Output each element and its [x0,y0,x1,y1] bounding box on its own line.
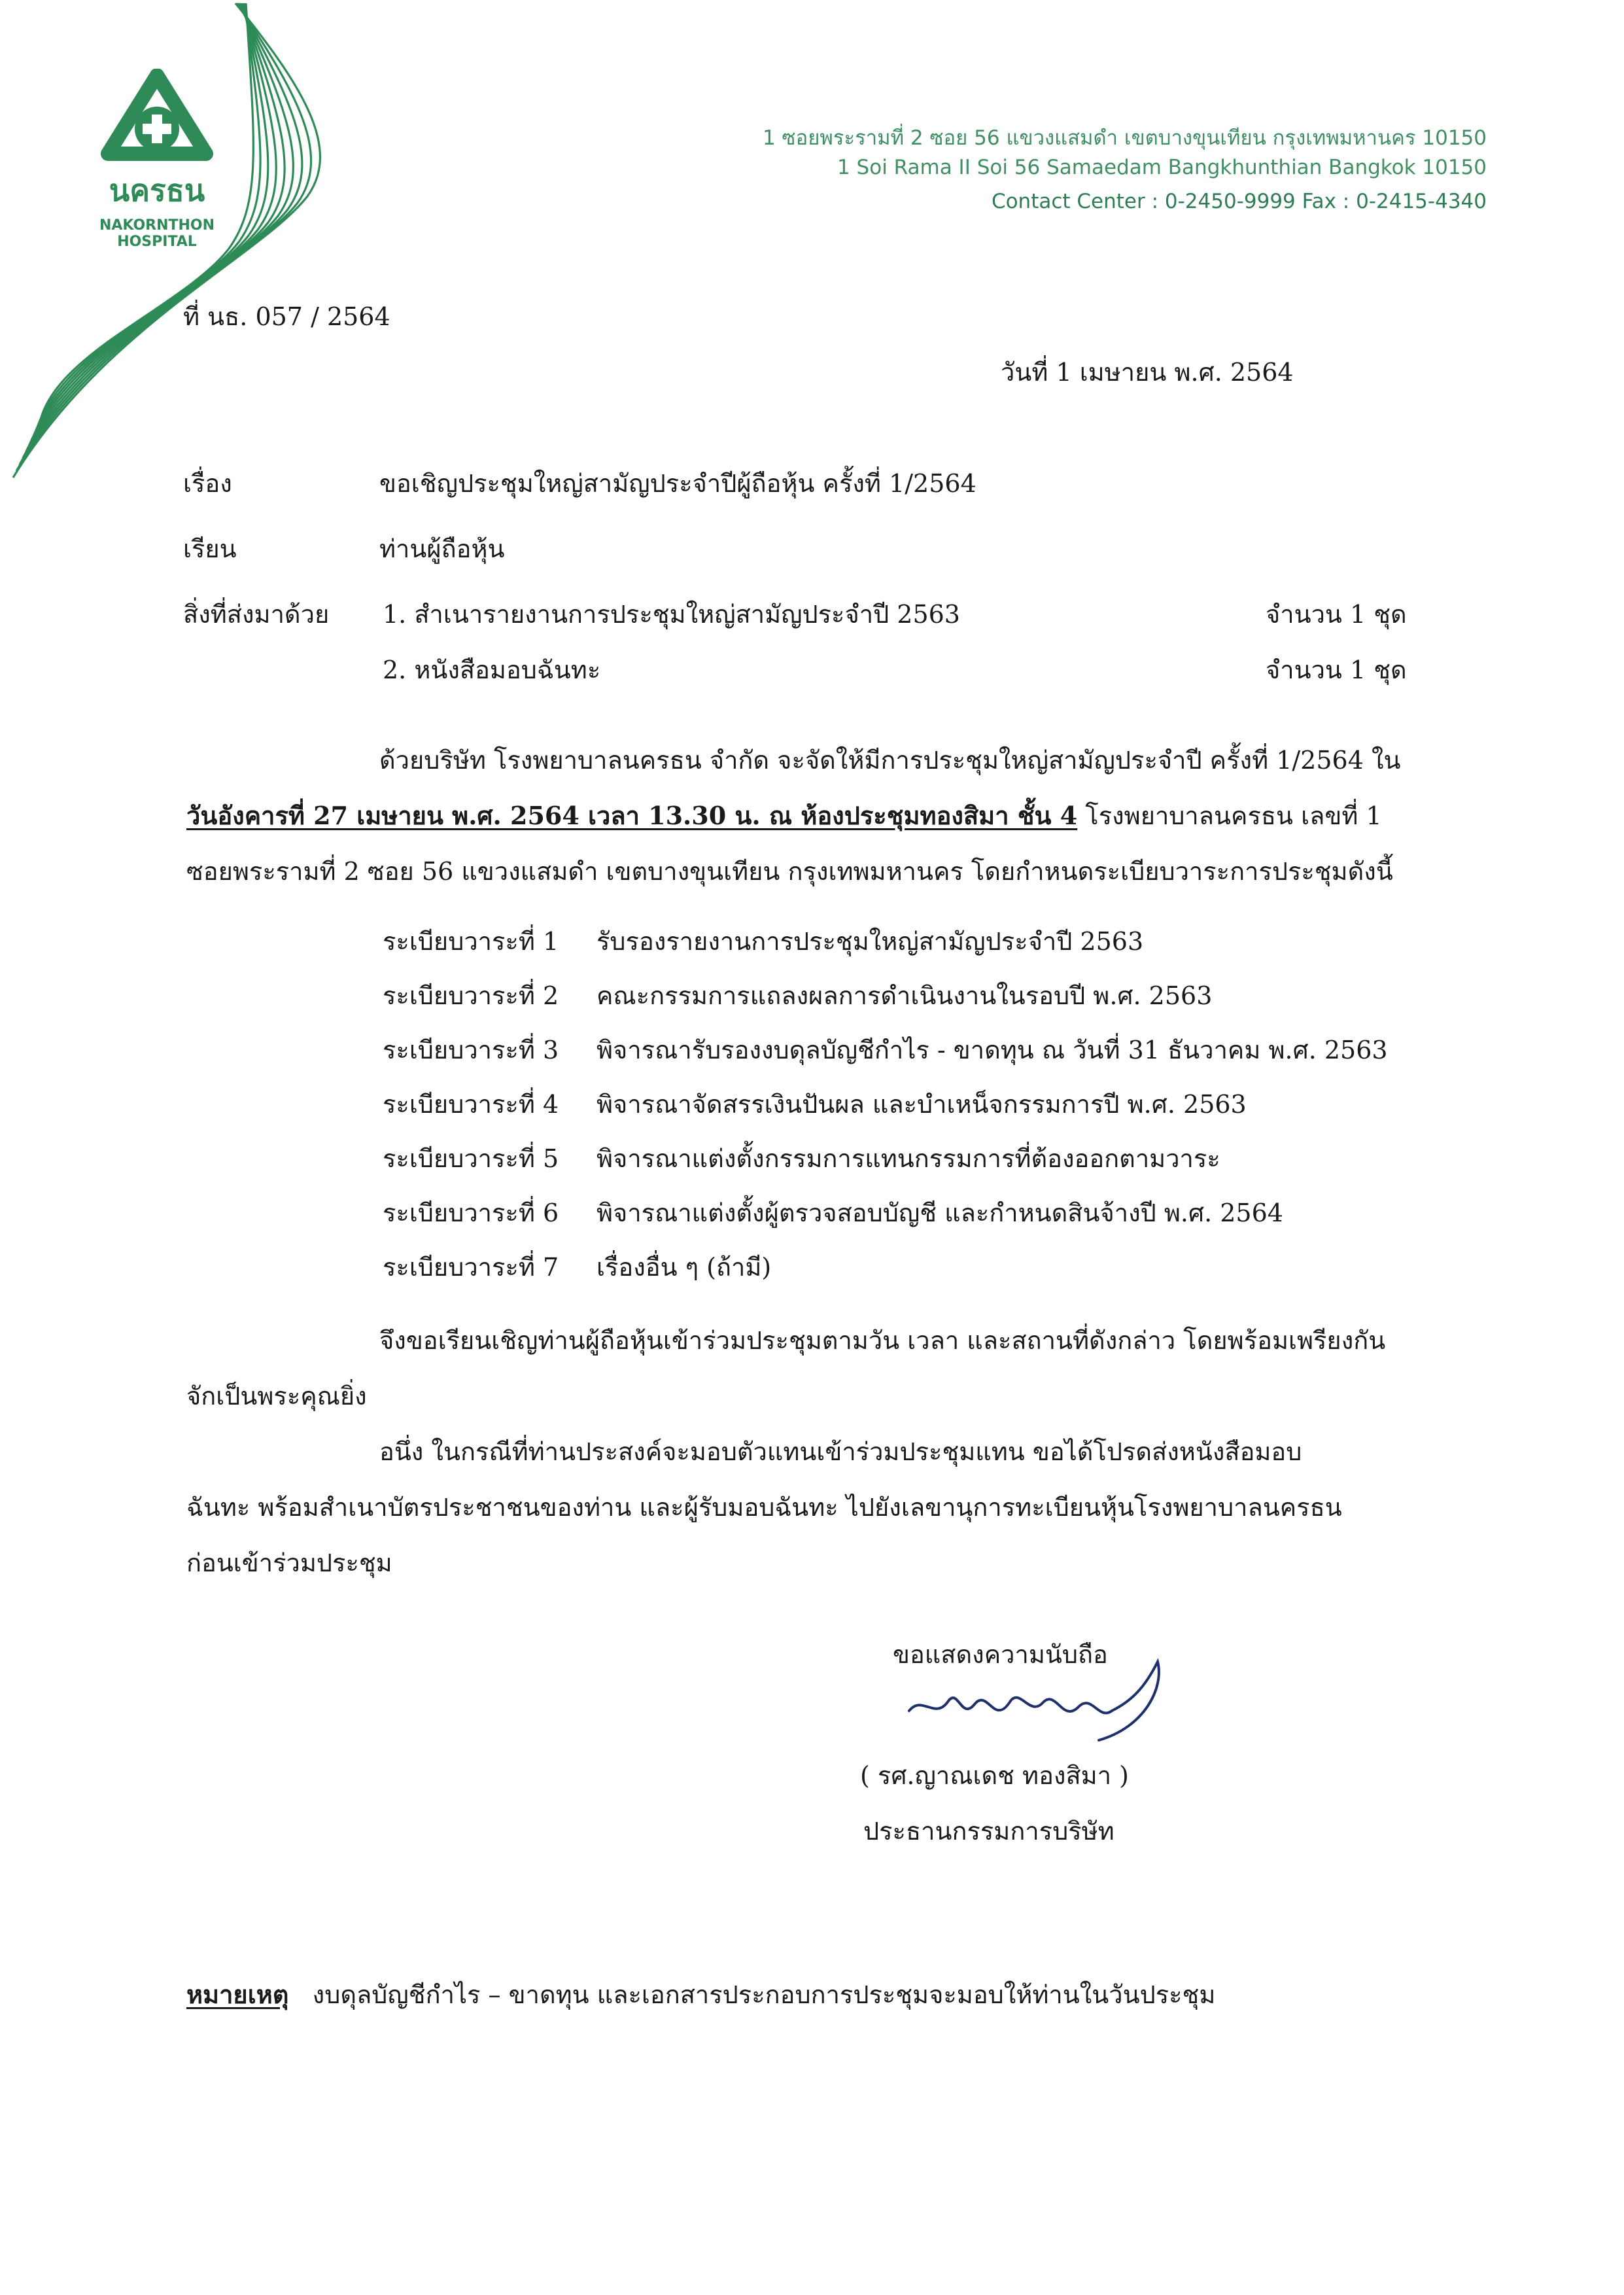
logo-text: นครธน [109,173,205,208]
agenda-label-2: ระเบียบวาระที่ 2 [383,981,559,1010]
hospital-cross-logo-icon [98,69,216,167]
to-label: เรียน [183,534,237,563]
logo-sub1: NAKORNTHON [99,217,215,234]
note-text: งบดุลบัญชีกำไร – ขาดทุน และเอกสารประกอบการประชุมจะมอบให้ท่านในวันประชุม [312,1980,1216,2009]
to-text: ท่านผู้ถือหุ้น [379,534,505,563]
note [186,1982,1215,2007]
invite-line-2: จักเป็นพระคุณยิ่ง [186,1382,367,1410]
signature [896,1649,1171,1753]
hospital-logo [92,69,222,250]
agenda-label-6: ระเบียบวาระที่ 6 [383,1199,559,1227]
agenda-text-2: คณะกรรมการแถลงผลการดำเนินงานในรอบปี พ.ศ. 2563 [596,981,1213,1010]
enclosure-item-2: 2. หนังสือมอบฉันทะ [383,656,601,684]
intro-line-2-rest: โรงพยาบาลนครธน เลขที่ 1 [1077,801,1382,830]
enclosure-qty-1: จำนวน 1 ชุด [1266,600,1407,629]
agenda-text-6: พิจารณาแต่งตั้งผู้ตรวจสอบบัญชี และกำหนดสินจ้างปี พ.ศ. 2564 [596,1199,1283,1227]
closing: ขอแสดงความนับถือ [893,1640,1108,1669]
intro-line-3: ซอยพระรามที่ 2 ซอย 56 แขวงแสมดำ เขตบางขุนเทียน กรุงเทพมหานคร โดยกำหนดระเบียบวาระการประชุมดังนี้ [186,857,1393,886]
agenda-label-7: ระเบียบวาระที่ 7 [383,1253,559,1282]
intro-line-2 [186,803,1382,828]
agenda-text-7: เรื่องอื่น ๆ (ถ้ามี) [596,1253,772,1282]
agenda-text-5: พิจารณาแต่งตั้งกรรมการแทนกรรมการที่ต้องออกตามวาระ [596,1144,1220,1173]
contact-line: Contact Center : 0-2450-9999 Fax : 0-2415-4340 [991,190,1487,213]
enclosure-item-1: 1. สำเนารายงานการประชุมใหญ่สามัญประจำปี 2563 [383,600,960,629]
subject-label: เรื่อง [183,469,232,498]
signer-title: ประธานกรรมการบริษัท [863,1817,1114,1846]
invite-line-1: จึงขอเรียนเชิญท่านผู้ถือหุ้นเข้าร่วมประชุมตามวัน เวลา และสถานที่ดังกล่าว โดยพร้อมเพรียงกัน [379,1326,1386,1355]
signer-name: ( รศ.ญาณเดช ทองสิมา ) [860,1761,1129,1790]
address-english: 1 Soi Rama II Soi 56 Samaedam Bangkhunthian Bangkok 10150 [837,156,1487,179]
proxy-line-2: ฉันทะ พร้อมสำเนาบัตรประชาชนของท่าน และผู้รับมอบฉันทะ ไปยังเลขานุการทะเบียนหุ้นโรงพยาบาลนครธน [186,1493,1342,1522]
agenda-label-3: ระเบียบวาระที่ 3 [383,1036,559,1064]
agenda-label-4: ระเบียบวาระที่ 4 [383,1090,559,1119]
proxy-line-1: อนึ่ง ในกรณีที่ท่านประสงค์จะมอบตัวแทนเข้าร่วมประชุมแทน ขอได้โปรดส่งหนังสือมอบ [379,1437,1302,1466]
subject-text: ขอเชิญประชุมใหญ่สามัญประจำปีผู้ถือหุ้น ครั้งที่ 1/2564 [379,469,976,498]
agenda-text-1: รับรองรายงานการประชุมใหญ่สามัญประจำปี 2563 [596,927,1144,956]
reference-number: ที่ นธ. 057 / 2564 [183,302,390,331]
agenda-text-3: พิจารณารับรองงบดุลบัญชีกำไร - ขาดทุน ณ วันที่ 31 ธันวาคม พ.ศ. 2563 [596,1036,1388,1064]
enclosures-label: สิ่งที่ส่งมาด้วย [183,600,330,629]
meeting-datetime-place: วันอังคารที่ 27 เมษายน พ.ศ. 2564 เวลา 13.30 น. ณ ห้องประชุมทองสิมา ชั้น 4 [186,801,1078,830]
logo-sub2: HOSPITAL [117,234,197,250]
note-label: หมายเหตุ [186,1980,289,2009]
proxy-line-3: ก่อนเข้าร่วมประชุม [186,1549,392,1577]
agenda-label-5: ระเบียบวาระที่ 5 [383,1144,559,1173]
agenda-text-4: พิจารณาจัดสรรเงินปันผล และบำเหน็จกรรมการปี พ.ศ. 2563 [596,1090,1247,1119]
enclosure-qty-2: จำนวน 1 ชุด [1266,656,1407,684]
letter-date: วันที่ 1 เมษายน พ.ศ. 2564 [1001,358,1294,387]
address-thai: 1 ซอยพระรามที่ 2 ซอย 56 แขวงแสมดำ เขตบางขุนเทียน กรุงเทพมหานคร 10150 [762,126,1487,150]
agenda-label-1: ระเบียบวาระที่ 1 [383,927,559,956]
intro-line-1: ด้วยบริษัท โรงพยาบาลนครธน จำกัด จะจัดให้มีการประชุมใหญ่สามัญประจำปี ครั้งที่ 1/2564 ใน [379,746,1401,775]
